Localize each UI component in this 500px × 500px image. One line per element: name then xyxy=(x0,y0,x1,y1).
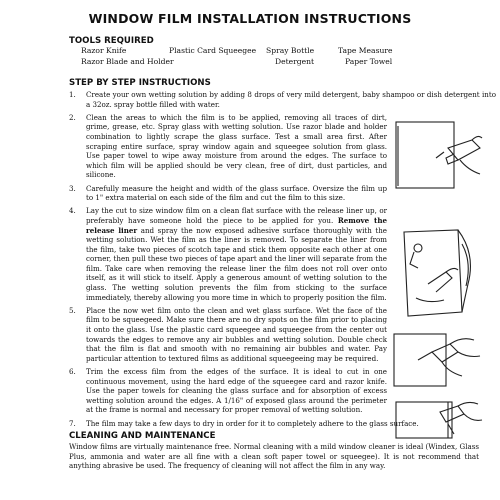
step-text: Create your own wetting solution by adding 8 drops of very mild detergent, baby shampoo or dish detergent into a 32oz. spray bottle filled with water. xyxy=(86,90,496,109)
tool-item: Razor Blade and Holder xyxy=(81,56,174,66)
step-text: Clean the areas to which the film is to be applied, removing all traces of dirt, grime, grease, etc. Spray glass with wetting solution. Use razor blade and holder combination to lightly scrape the glass surface. Test a small area first. After scraping entire surface, spray window again and squeegee solution from glass. Use paper towel to wipe away moisture from around the edges. The surface to which film will be applied should be very clean, free of dirt, dust particles, and silicone. xyxy=(86,112,387,180)
step-number: 5. xyxy=(69,305,76,315)
steps-heading: STEP BY STEP INSTRUCTIONS xyxy=(69,78,211,88)
step-number: 6. xyxy=(69,367,76,376)
step-text: Trim the excess film from the edges of the surface. It is ideal to cut in one continuous movement, using the hard edge of the squeegee card and razor knife. Use the paper towels for cleaning the glass surface and for absorption of excess wetting solution around the edges. A 1/16" of exposed glass around the perimeter at the frame is normal and necessary for proper removal of wetting solution. xyxy=(86,367,387,415)
step-number: 2. xyxy=(69,112,76,122)
tools-heading: TOOLS REQUIRED xyxy=(69,36,154,46)
step-number: 4. xyxy=(69,206,76,216)
step-item xyxy=(69,90,496,109)
tools-list xyxy=(81,46,491,70)
step-text: Place the now wet film onto the clean and wet glass surface. Wet the face of the film to be squeegeed. Make sure there are no dry spots on the film prior to placing it onto the glass. Use the plastic card squeegee and squeegee from the center out towards the edges to remove any air bubbles and wetting solution. Double check that the film is flat and smooth with no remaining air bubbles and water. Pay particular attention to textured films as additional squeegeeing may be required. xyxy=(86,305,387,363)
tool-item: Razor Knife xyxy=(81,46,127,55)
tool-item: Paper Towel xyxy=(345,56,393,66)
step-number: 1. xyxy=(69,90,76,99)
step-text: and spray the now exposed adhesive surface thoroughly with the wetting solution. Wet the film as the liner is removed. To separate the liner from the film, take two pieces of scotch tape and stick them opposite each other at one corner, then pull these two pieces of tape apart and the liner will separate from the film. Take care when removing the release liner the film does not roll over onto itself, as it will stick to itself. Apply a generous amount of wetting solution to the glass. The wetting solution prevents the film from sticking to the surface immediately, thereby allowing you more time in which to properly position the film. xyxy=(86,225,387,302)
scraping-illustration xyxy=(388,118,484,192)
step-item xyxy=(69,367,387,415)
step-text: Lay the cut to size window film on a clean flat surface with the release liner up, or preferably have someone hold the piece to be applied for you. xyxy=(86,206,387,225)
liner-removal-illustration xyxy=(388,224,484,324)
step-text-emphasis: Remove the release liner xyxy=(86,215,388,235)
tool-item: Detergent xyxy=(275,56,315,66)
step-item xyxy=(69,113,387,180)
tool-item: Spray Bottle xyxy=(266,46,315,55)
step-text: Carefully measure the height and width of the glass surface. Oversize the film up to 1" extra material on each side of the film and cut the film to this size. xyxy=(86,183,387,203)
trimming-illustration xyxy=(388,398,484,440)
step-item xyxy=(69,206,387,302)
tool-item: Tape Measure xyxy=(338,46,393,55)
tool-item: Plastic Card Squeegee xyxy=(169,46,257,55)
page-title: WINDOW FILM INSTALLATION INSTRUCTIONS xyxy=(88,11,412,26)
step-text: The film may take a few days to dry in order for it to completely adhere to the glass surface. xyxy=(86,418,419,428)
steps-list xyxy=(69,90,496,432)
squeegee-illustration xyxy=(388,330,484,390)
cleaning-heading: CLEANING AND MAINTENANCE xyxy=(69,431,216,441)
cleaning-text: Window films are virtually maintenance free. Normal cleaning with a mild window cleaner is ideal (Windex, Glass Plus, ammonia and water are all fine with a clean soft paper towel or squeegee). It is not recommend that anything abrasive be used. The frequency of cleaning will not affect the film in any way. xyxy=(69,442,479,470)
step-item xyxy=(69,306,387,364)
step-number: 3. xyxy=(69,183,76,193)
step-item xyxy=(69,184,387,203)
step-number: 7. xyxy=(69,418,76,428)
